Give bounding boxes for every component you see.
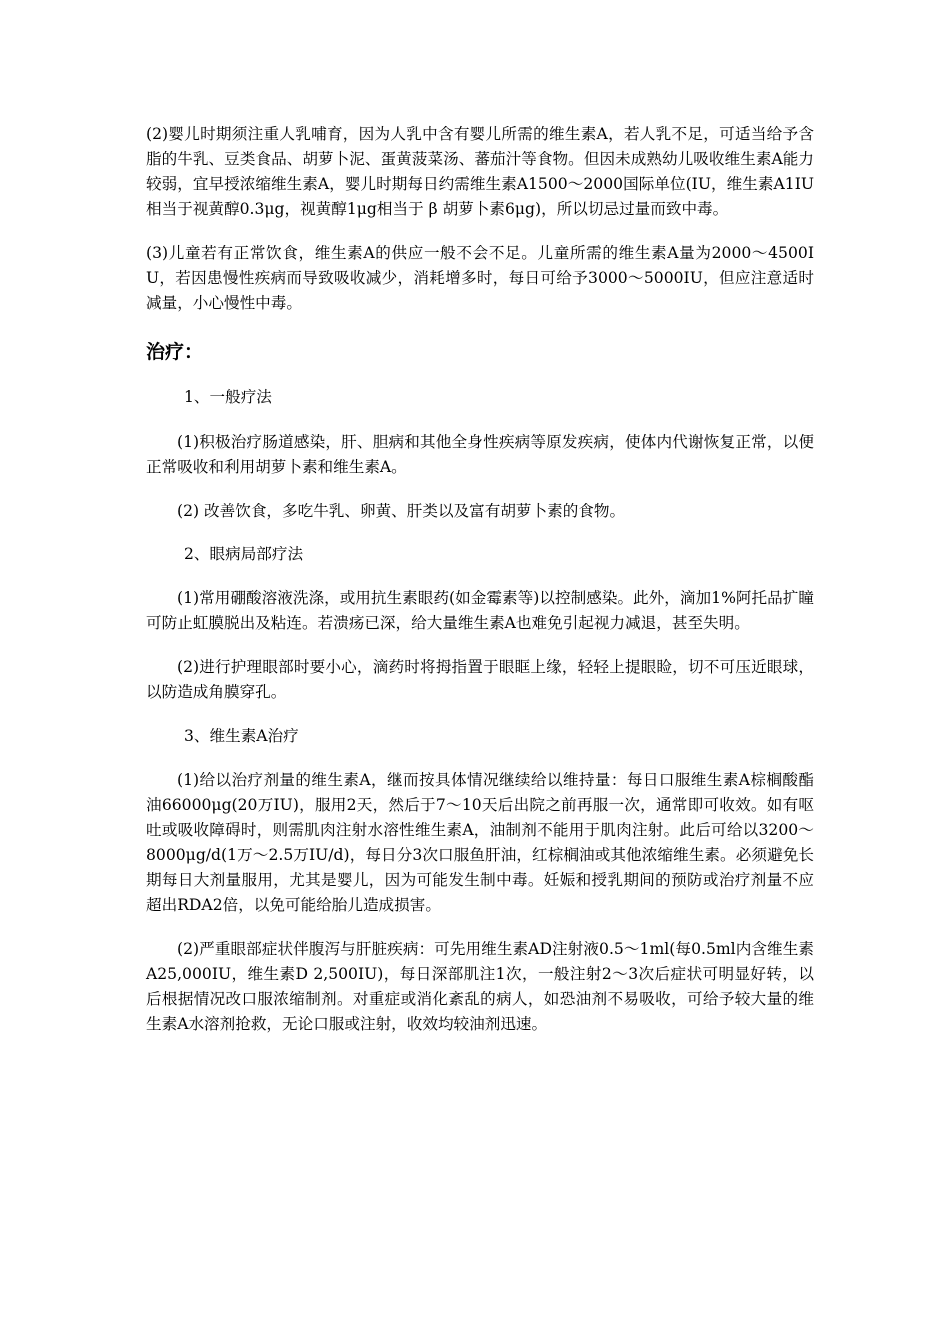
document-page [146,118,814,1037]
vitamin-therapy-title: 3、维生素A治疗 [184,727,299,745]
general-therapy-item-1: (1)积极治疗肠道感染，肝、胆病和其他全身性疾病等原发疾病，使体内代谢恢复正常，以便正常吸收和利用胡萝卜素和维生素A。 [146,433,814,476]
general-therapy-item-2: (2) 改善饮食，多吃牛乳、卵黄、肝类以及富有胡萝卜素的食物。 [177,502,626,520]
prevention-item-2: (2)婴儿时期须注重人乳哺育，因为人乳中含有婴儿所需的维生素A，若人乳不足，可适当给予含脂的牛乳、豆类食品、胡萝卜泥、蛋黄菠菜汤、蕃茄汁等食物。但因未成熟幼儿吸收维生素A能力较弱，宜早授浓缩维生素A，婴儿时期每日约需维生素A1500～2000国际单位(IU，维生素A1IU相当于视黄醇0.3μg，视黄醇1μg相当于 β 胡萝卜素6μg)，所以切忌过量而致中毒。 [146,125,814,218]
general-therapy-title: 1、一般疗法 [184,388,272,406]
treatment-heading: 治疗： [146,341,204,363]
vitamin-therapy-item-2: (2)严重眼部症状伴腹泻与肝脏疾病：可先用维生素AD注射液0.5～1ml(每0.5ml内含维生素A25,000IU，维生素D 2,500IU)，每日深部肌注1次，一般注射2～3次后症状可明显好转，以后根据情况改口服浓缩制剂。对重症或消化紊乱的病人，如恐油剂不易吸收，可给予较大量的维生素A水溶剂抢救，无论口服或注射，收效均较油剂迅速。 [146,940,814,1033]
prevention-item-3: (3)儿童若有正常饮食，维生素A的供应一般不会不足。儿童所需的维生素A量为2000～4500IU，若因患慢性疾病而导致吸收减少，消耗增多时，每日可给予3000～5000IU，但应注意适时减量，小心慢性中毒。 [146,244,814,312]
eye-therapy-title: 2、眼病局部疗法 [184,545,304,563]
eye-therapy-item-2: (2)进行护理眼部时要小心，滴药时将拇指置于眼眶上缘，轻轻上提眼睑，切不可压近眼球，以防造成角膜穿孔。 [146,658,814,701]
eye-therapy-item-1: (1)常用硼酸溶液洗涤，或用抗生素眼药(如金霉素等)以控制感染。此外，滴加1%阿托品扩瞳可防止虹膜脱出及粘连。若溃疡已深，给大量维生素A也难免引起视力减退，甚至失明。 [146,589,814,632]
vitamin-therapy-item-1: (1)给以治疗剂量的维生素A，继而按具体情况继续给以维持量：每日口服维生素A棕榈酸酯油66000μg(20万IU)，服用2天，然后于7～10天后出院之前再服一次，通常即可收效。如有呕吐或吸收障碍时，则需肌肉注射水溶性维生素A，油制剂不能用于肌肉注射。此后可给以3200～8000μg/d(1万～2.5万IU/d)，每日分3次口服鱼肝油，红棕榈油或其他浓缩维生素。必须避免长期每日大剂量服用，尤其是婴儿，因为可能发生制中毒。妊娠和授乳期间的预防或治疗剂量不应超出RDA2倍，以免可能给胎儿造成损害。 [146,771,814,914]
